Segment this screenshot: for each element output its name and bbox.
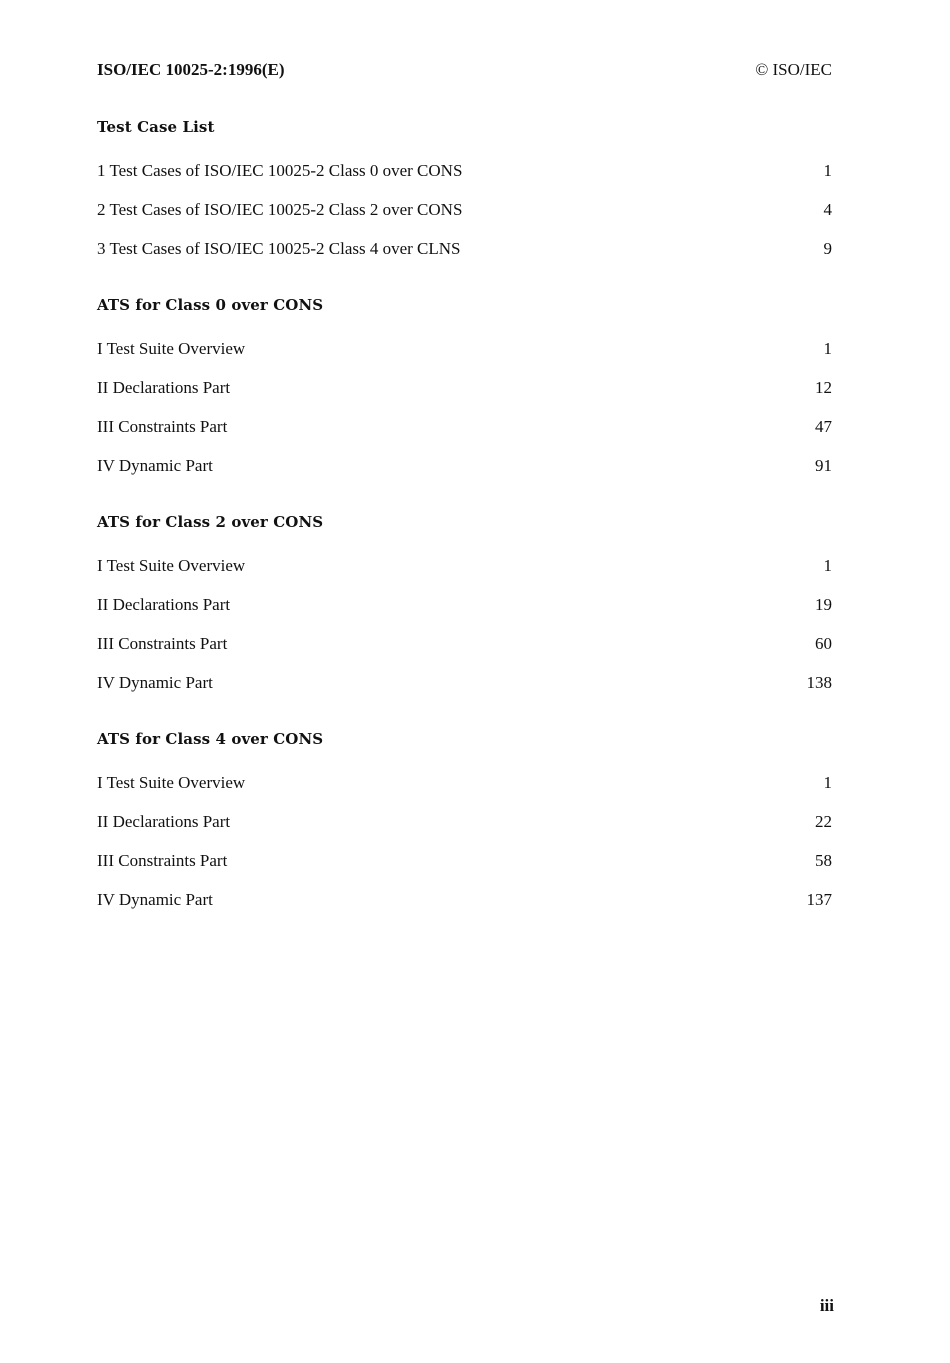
section-test-case-list [97,112,832,268]
toc-entry [97,585,832,624]
toc-entry [97,368,832,407]
toc-entry-page: 1 [823,773,832,792]
toc-entry-page: 22 [815,812,832,831]
toc-entry-title: I Test Suite Overview [97,773,246,792]
toc-entry-page: 4 [823,200,832,219]
toc-entry [97,329,832,368]
toc-entry-page: 1 [823,556,832,575]
document-id: ISO/IEC 10025-2:1996(E) [97,60,285,79]
section-ats-class-4 [97,724,832,919]
toc-entry [97,446,832,485]
toc-entry-page: 47 [815,417,832,436]
toc-entry-title: IV Dynamic Part [97,673,213,692]
toc-entry [97,190,832,229]
toc-entry-page: 138 [806,673,832,692]
toc-entry-title: 1 Test Cases of ISO/IEC 10025-2 Class 0 over CONS [97,161,463,180]
toc-entry [97,841,832,880]
toc-entry-title: 3 Test Cases of ISO/IEC 10025-2 Class 4 over CLNS [97,239,461,258]
toc-entry-title: III Constraints Part [97,851,228,870]
toc-entry [97,546,832,585]
section-ats-class-0 [97,290,832,485]
toc-entry [97,763,832,802]
toc-entry [97,663,832,702]
toc-entry [97,229,832,268]
toc-entry [97,802,832,841]
toc-entry [97,407,832,446]
toc-entry-title: II Declarations Part [97,812,231,831]
toc-entry-title: I Test Suite Overview [97,339,246,358]
toc-entry-title: III Constraints Part [97,634,228,653]
toc-entry [97,880,832,919]
toc-entry-page: 12 [815,378,832,397]
toc-entry-page: 91 [815,456,832,475]
section-heading: Test Case List [97,118,215,136]
toc-entry-page: 1 [823,339,832,358]
toc-entry-title: III Constraints Part [97,417,228,436]
page-header [97,60,832,84]
section-heading: ATS for Class 4 over CONS [97,730,324,748]
toc-entry-title: IV Dynamic Part [97,456,213,475]
toc-entry [97,151,832,190]
toc-entry-title: II Declarations Part [97,378,231,397]
toc-entry-page: 60 [815,634,832,653]
toc-entry-page: 9 [823,239,832,258]
toc-entry-page: 19 [815,595,832,614]
toc-entry-title: I Test Suite Overview [97,556,246,575]
section-ats-class-2 [97,507,832,702]
section-heading: ATS for Class 0 over CONS [97,296,324,314]
toc-entry-page: 137 [806,890,832,909]
page-number: iii [819,1296,834,1315]
toc-entry-page: 58 [815,851,832,870]
section-heading: ATS for Class 2 over CONS [97,513,324,531]
toc-entry [97,624,832,663]
toc-entry-title: II Declarations Part [97,595,231,614]
toc-entry-title: 2 Test Cases of ISO/IEC 10025-2 Class 2 over CONS [97,200,463,219]
copyright-notice: © ISO/IEC [755,60,832,79]
toc-entry-page: 1 [823,161,832,180]
toc-entry-title: IV Dynamic Part [97,890,213,909]
